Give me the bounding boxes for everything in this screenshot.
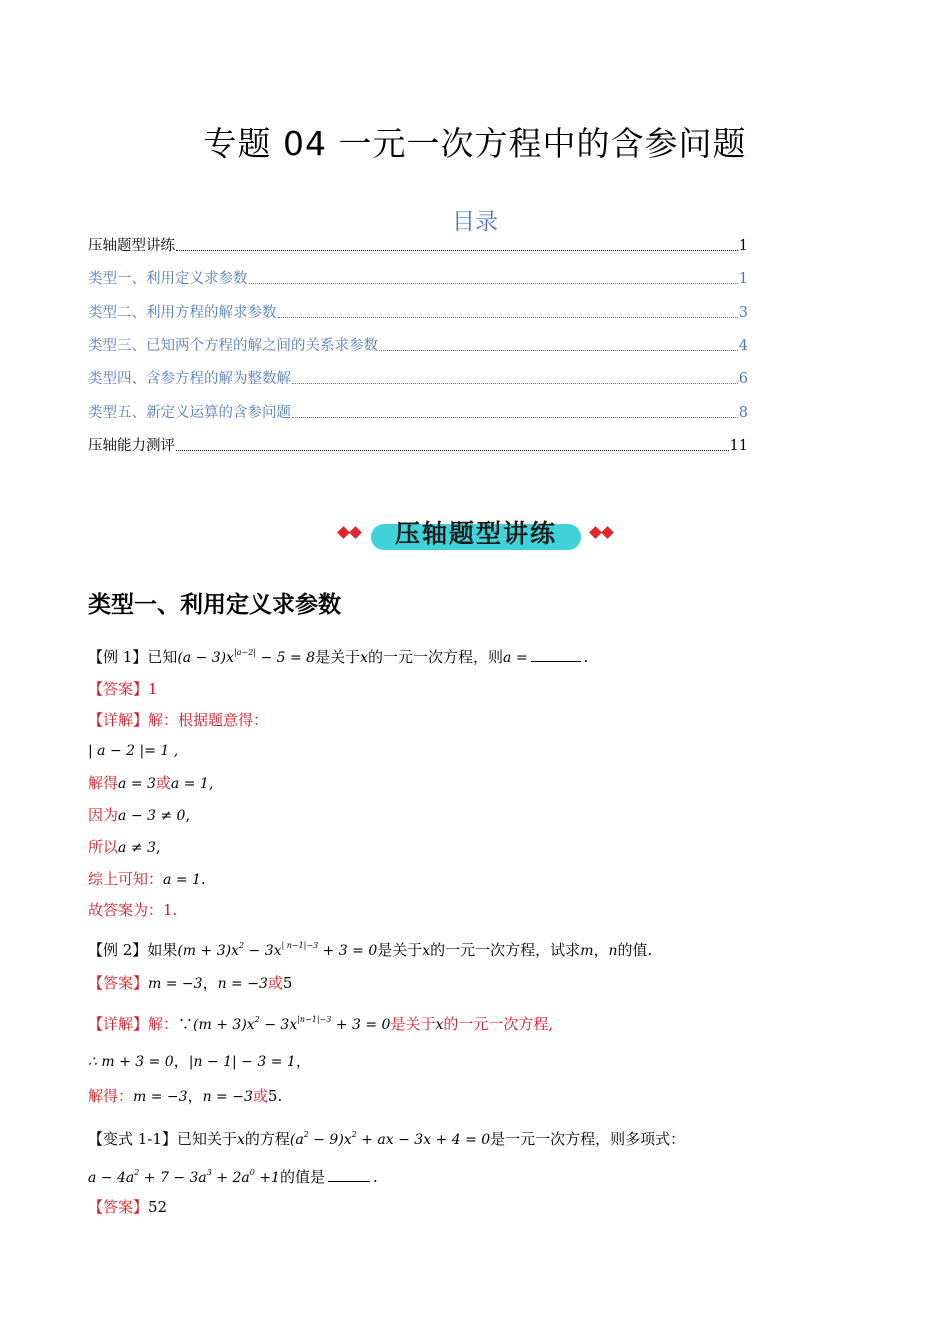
toc-leader [249,282,738,284]
detail-2-line: ∴ m + 3 = 0，|n − 1| − 3 = 1， [88,1052,311,1070]
toc-page: 3 [738,305,748,321]
example-1: 【例 1】已知$(a - 3)x^{|a-2|} - 5 = 8$是关于x的一元一次方程，则a = . [88,648,589,666]
math-expression: (a − 3)x [177,650,235,666]
toc-leader [176,449,729,451]
toc-row-1[interactable] [88,268,748,290]
toc-page: 6 [738,371,748,387]
section-banner [336,512,616,554]
toc-row-3[interactable] [88,335,748,357]
toc-label: 类型二、利用方程的解求参数 [88,305,277,321]
example-tag: 【例 2】 [88,941,148,959]
diamond-icon [337,526,350,539]
toc-label: 压轴能力测评 [88,438,175,454]
toc-row-0[interactable] [88,235,748,257]
diamond-icon [601,526,614,539]
detail-1-line: 所以a ≠ 3, [88,838,161,856]
detail-1-line: 解得a = 3或a = 1, [88,774,214,792]
detail-1-line: 故答案为：1. [88,901,178,919]
toc-label: 类型一、利用定义求参数 [88,271,248,287]
toc-page: 1 [738,271,748,287]
detail-1-line: 因为a − 3 ≠ 0, [88,806,191,824]
toc-row-2[interactable] [88,302,748,324]
toc-leader [379,349,738,351]
detail-2-line: 解得：m = −3，n = −3或5. [88,1087,283,1105]
toc-page: 11 [729,438,748,454]
toc-heading: 目录 [452,209,498,235]
banner-text: 压轴题型讲练 [394,519,557,548]
answer-blank [531,647,581,662]
detail-2-intro: 【详解】解：∵(m + $3)x^2 - 3x^{|n-1|-3} + 3 = 0$是关于x的一元一次方程, [88,1015,554,1033]
toc-page: 1 [738,238,748,254]
diamond-icon [589,526,602,539]
example-2: 【例 2】如果$(m + 3)x^2 - 3x^{| n-1|-3} + 3 = 0$是关于x的一元一次方程，试求m，n的值. [88,941,653,959]
toc-row-5[interactable] [88,402,748,424]
toc-leader [292,382,738,384]
variant-1-1: 【变式 1-1】已知关于x的方程$(a^2 - 9)x^2$ + ax − 3x + 4 = 0是一元一次方程，则多项式： [88,1130,686,1148]
section-heading: 类型一、利用定义求参数 [88,592,341,618]
answer-3: 【答案】52 [88,1198,168,1216]
toc-label: 压轴题型讲练 [88,238,175,254]
toc-leader [292,416,738,418]
answer-2: 【答案】m = −3，n = −3或5 [88,974,293,992]
detail-1-line: 综上可知：a = 1. [88,870,206,888]
page-title: 专题 04 一元一次方程中的含参问题 [203,124,747,163]
toc-row-6[interactable] [88,435,748,457]
diamond-icon [349,526,362,539]
toc-leader [176,249,738,251]
example-tag: 【例 1】 [88,648,148,666]
toc-label: 类型三、已知两个方程的解之间的关系求参数 [88,338,378,354]
detail-1-intro: 【详解】解：根据题意得： [88,711,269,729]
toc-page: 8 [738,405,748,421]
answer-blank [328,1167,370,1182]
variant-1-1-poly: $a - 4a^2 + 7 - 3a^3 + 2a^0 +1$的值是 . [88,1168,378,1186]
answer-1: 【答案】1 [88,680,158,698]
toc-label: 类型四、含参方程的解为整数解 [88,371,291,387]
example-tag: 【变式 1-1】 [88,1130,177,1148]
toc-page: 4 [738,338,748,354]
detail-1-line: | a − 2 |= 1 , [88,743,179,759]
toc-row-4[interactable] [88,368,748,390]
toc-label: 类型五、新定义运算的含参问题 [88,405,291,421]
toc-leader [278,316,738,318]
